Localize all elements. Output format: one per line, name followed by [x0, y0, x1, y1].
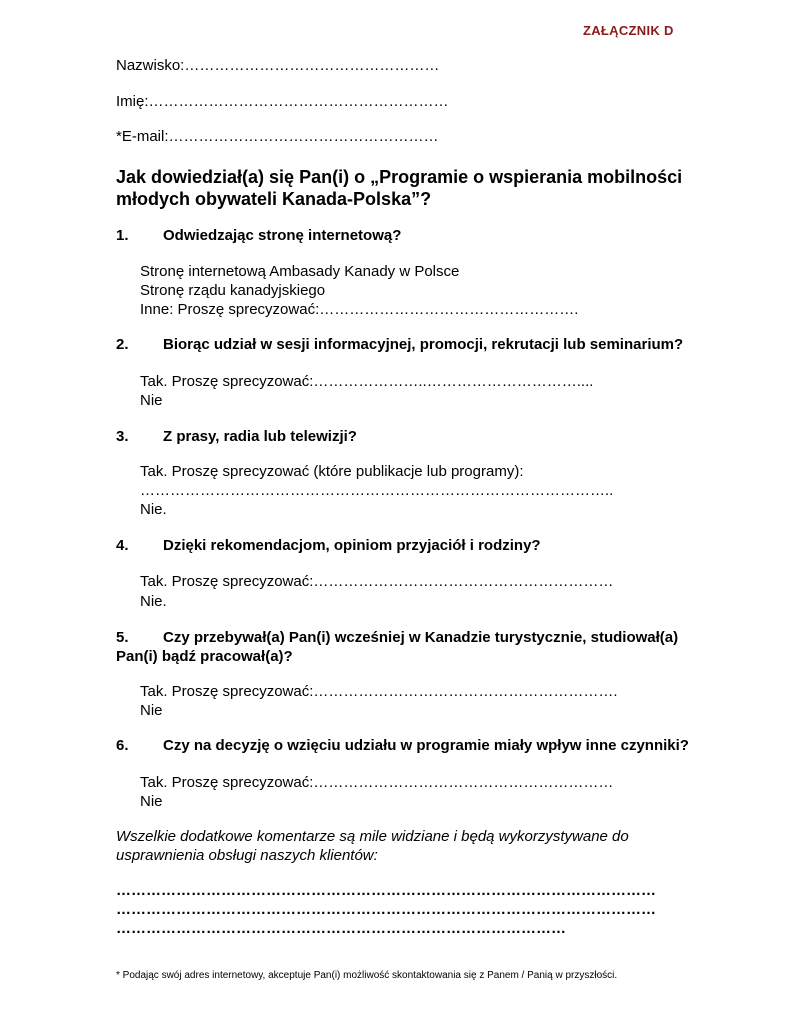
- first-name-field[interactable]: Imię:……………………………………………………: [116, 93, 449, 110]
- question-number: 2.: [116, 336, 129, 353]
- question-4: [116, 537, 541, 554]
- answer-option[interactable]: Tak. Proszę sprecyzować:…………………………………………………….: [140, 683, 618, 700]
- question-text: Dzięki rekomendacjom, opiniom przyjaciół i rodziny?: [163, 537, 541, 554]
- comments-line-1: Wszelkie dodatkowe komentarze są mile widziane i będą wykorzystywane do: [116, 828, 629, 845]
- surname-field[interactable]: Nazwisko:……………………………………………: [116, 57, 440, 74]
- answer-option[interactable]: Tak. Proszę sprecyzować (które publikacje lub programy):: [140, 463, 524, 480]
- title-line-2: młodych obywateli Kanada-Polska”?: [116, 189, 432, 209]
- answer-option[interactable]: Nie.: [140, 593, 167, 610]
- question-3: [116, 428, 357, 445]
- comment-blank-line[interactable]: ………………………………………………………………………………: [116, 920, 566, 937]
- question-text-continued: Pan(i) bądź pracował(a)?: [116, 648, 293, 665]
- answer-option[interactable]: Nie.: [140, 501, 167, 518]
- answer-option[interactable]: Inne: Proszę sprecyzować:…………………………………………….: [140, 301, 579, 318]
- question-text: Czy na decyzję o wzięciu udziału w programie miały wpływ inne czynniki?: [163, 737, 689, 754]
- answer-option[interactable]: Stronę rządu kanadyjskiego: [140, 282, 326, 299]
- email-field[interactable]: *E-mail:………………………………………………: [116, 128, 439, 145]
- question-6: [116, 737, 689, 754]
- comments-prompt: [116, 827, 629, 865]
- answer-option[interactable]: Nie: [140, 392, 163, 409]
- answer-option[interactable]: Tak. Proszę sprecyzować:……………………………………………………: [140, 573, 614, 590]
- question-5: [116, 628, 678, 666]
- answer-option[interactable]: Tak. Proszę sprecyzować:……………………………………………………: [140, 774, 614, 791]
- question-number: 3.: [116, 428, 129, 445]
- comment-blank-line[interactable]: ………………………………………………………………………………………………: [116, 882, 656, 899]
- question-number: 6.: [116, 737, 129, 754]
- question-text: Biorąc udział w sesji informacyjnej, promocji, rekrutacji lub seminarium?: [163, 336, 684, 353]
- question-text: Odwiedzając stronę internetową?: [163, 227, 402, 244]
- question-number: 5.: [116, 629, 129, 646]
- question-text: Z prasy, radia lub telewizji?: [163, 428, 357, 445]
- question-text: Czy przebywał(a) Pan(i) wcześniej w Kanadzie turystycznie, studiował(a): [163, 629, 679, 646]
- comments-line-2: usprawnienia obsługi naszych klientów:: [116, 847, 378, 864]
- question-2: [116, 336, 683, 353]
- answer-blank-line[interactable]: …………………………………………………………………………………..: [140, 482, 614, 499]
- title-line-1: Jak dowiedział(a) się Pan(i) o „Programie o wspierania mobilności: [116, 167, 683, 187]
- answer-option[interactable]: Nie: [140, 793, 163, 810]
- answer-option[interactable]: Tak. Proszę sprecyzować:…………………..…………………………....: [140, 373, 594, 390]
- answer-option[interactable]: Stronę internetową Ambasady Kanady w Polsce: [140, 263, 460, 280]
- survey-title: [116, 166, 682, 210]
- question-number: 1.: [116, 227, 129, 244]
- annex-label: ZAŁĄCZNIK D: [583, 23, 674, 38]
- question-1: [116, 227, 401, 244]
- comment-blank-line[interactable]: ………………………………………………………………………………………………: [116, 901, 656, 918]
- footnote: * Podając swój adres internetowy, akceptuje Pan(i) możliwość skontaktowania się z Panem / Panią w przyszłości.: [116, 970, 618, 981]
- answer-option[interactable]: Nie: [140, 702, 163, 719]
- question-number: 4.: [116, 537, 129, 554]
